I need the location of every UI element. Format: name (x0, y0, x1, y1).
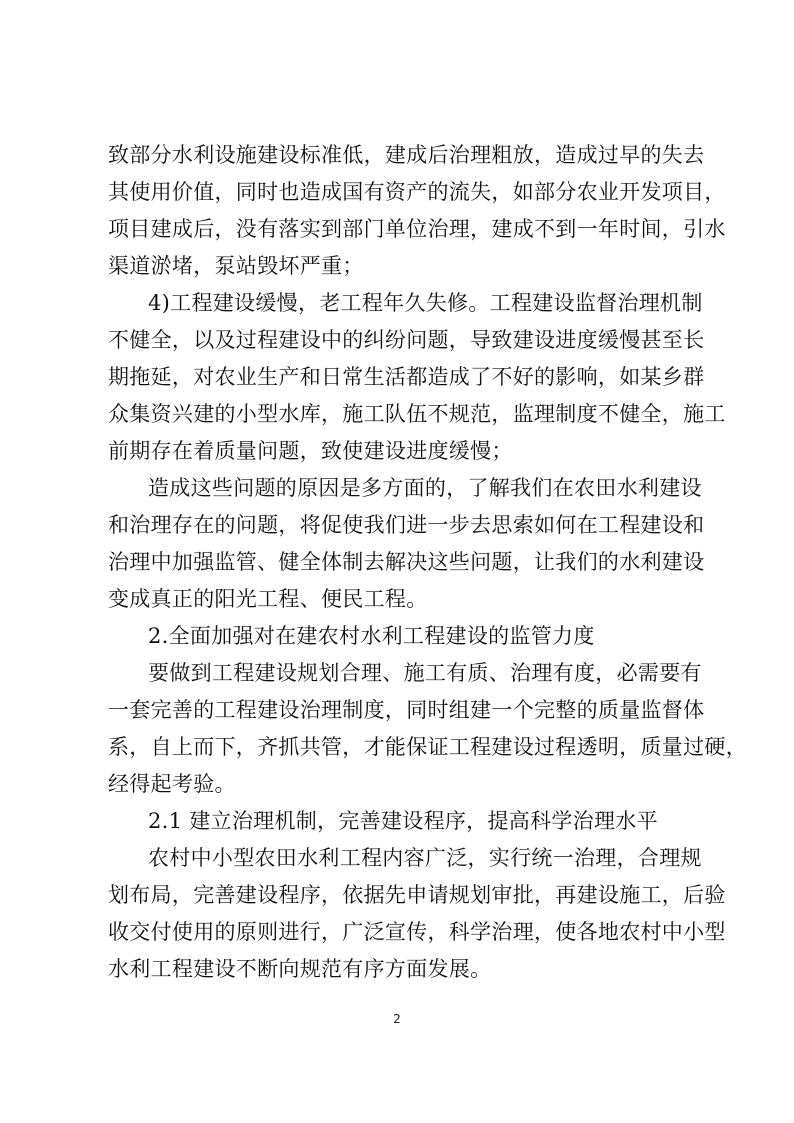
text-line: 项目建成后，没有落实到部门单位治理，建成不到一年时间，引水 (108, 217, 726, 241)
text-line: 系，自上而下，齐抓共管，才能保证工程建设过程透明，质量过硬， (108, 735, 747, 759)
section-heading: 2.全面加强对在建农村水利工程建设的监管力度 (148, 624, 595, 648)
text-line: 渠道淤堵，泵站毁坏严重； (108, 254, 364, 278)
text-line: 农村中小型农田水利工程内容广泛，实行统一治理，合理规 (148, 846, 702, 870)
text-line: 众集资兴建的小型水库，施工队伍不规范，监理制度不健全，施工 (108, 402, 726, 426)
text-line: 前期存在着质量问题，致使建设进度缓慢； (108, 439, 513, 463)
text-line: 划布局，完善建设程序，依据先申请规划审批，再建设施工，后验 (108, 883, 726, 907)
text-line: 期拖延，对农业生产和日常生活都造成了不好的影响，如某乡群 (108, 365, 705, 389)
text-line: 要做到工程建设规划合理、施工有质、治理有度，必需要有 (148, 661, 702, 685)
text-line: 其使用价值，同时也造成国有资产的流失，如部分农业开发项目， (108, 180, 726, 204)
list-item-heading: 4)工程建设缓慢，老工程年久失修。工程建设监督治理机制 (148, 291, 703, 315)
text-line: 致部分水利设施建设标准低，建成后治理粗放，造成过早的失去 (108, 143, 705, 167)
text-line: 收交付使用的原则进行，广泛宣传，科学治理，使各地农村中小型 (108, 920, 726, 944)
page-number: 2 (393, 1012, 401, 1026)
text-line: 变成真正的阳光工程、便民工程。 (108, 587, 428, 611)
text-line: 和治理存在的问题，将促使我们进一步去思索如何在工程建设和 (108, 513, 705, 537)
text-line: 水利工程建设不断向规范有序方面发展。 (108, 957, 492, 981)
text-line: 一套完善的工程建设治理制度，同时组建一个完整的质量监督体 (108, 698, 705, 722)
text-line: 经得起考验。 (108, 772, 236, 796)
text-line: 治理中加强监管、健全体制去解决这些问题，让我们的水利建设 (108, 550, 705, 574)
subsection-heading: 2.1 建立治理机制，完善建设程序，提高科学治理水平 (148, 809, 658, 833)
text-line: 造成这些问题的原因是多方面的，了解我们在农田水利建设 (148, 476, 702, 500)
text-line: 不健全，以及过程建设中的纠纷问题，导致建设进度缓慢甚至长 (108, 328, 705, 352)
